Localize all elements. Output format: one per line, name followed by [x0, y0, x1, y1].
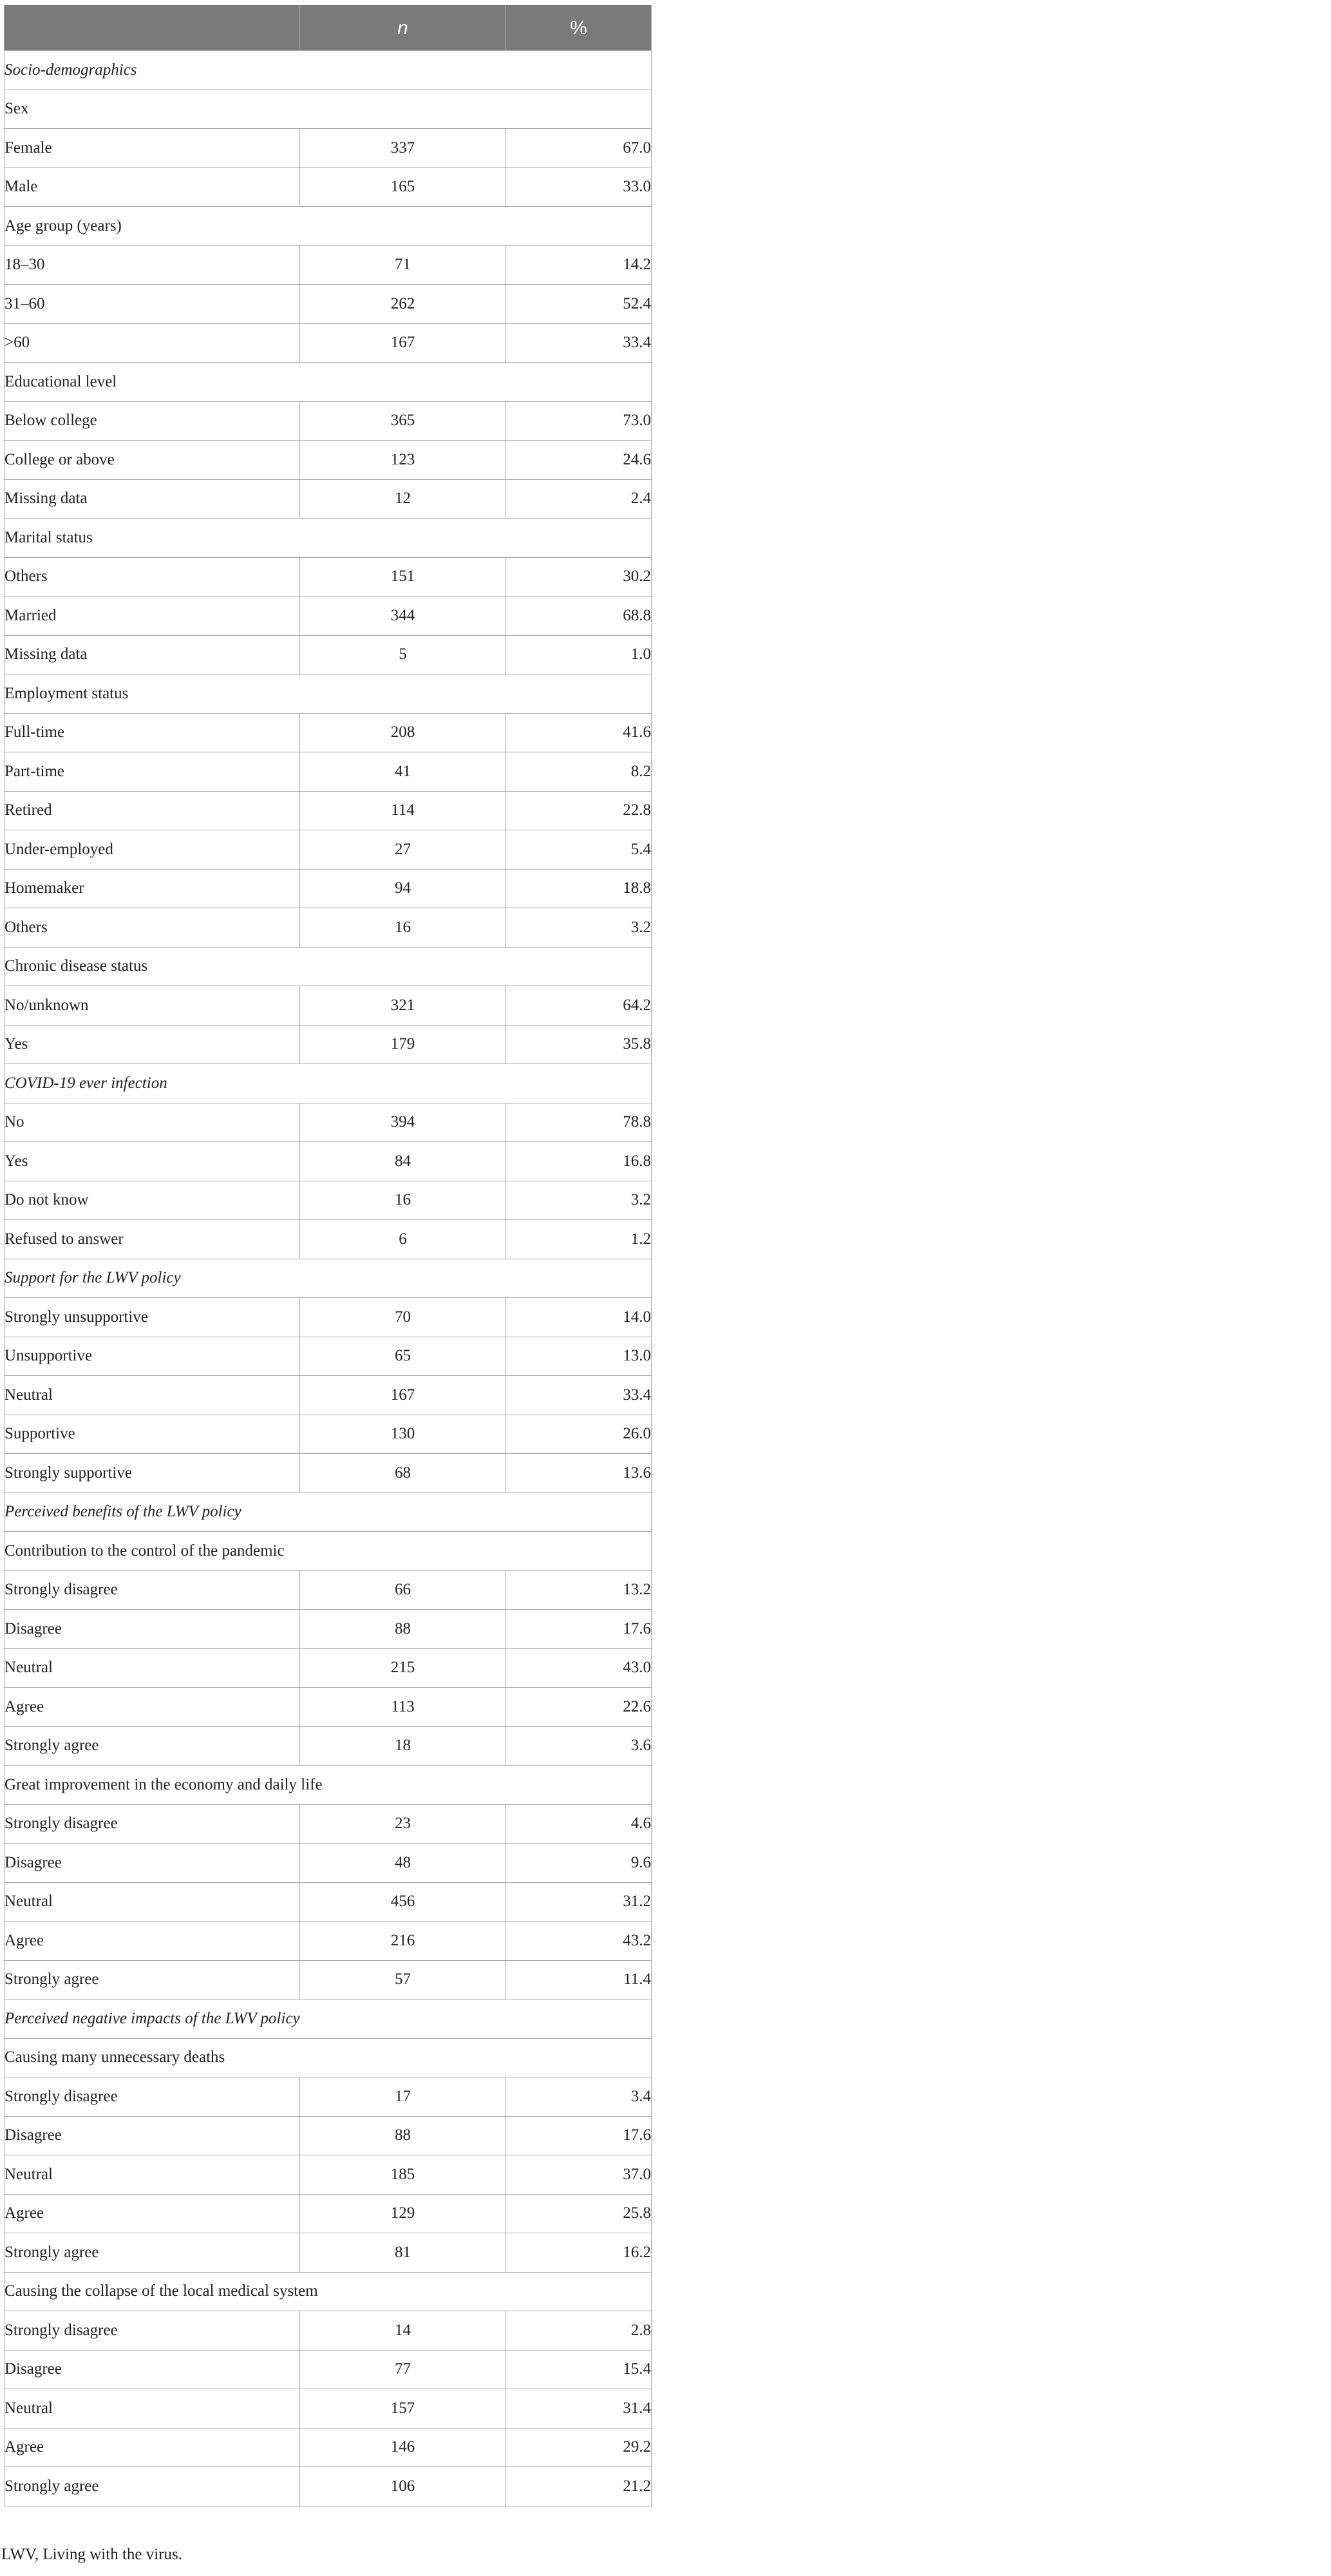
row-label: Strongly agree: [5, 2467, 300, 2506]
row-count: 208: [300, 713, 506, 752]
table-row: [5, 1181, 652, 1220]
row-count: 77: [300, 2350, 506, 2389]
row-count: 262: [300, 285, 506, 324]
row-label: Agree: [5, 2428, 300, 2467]
row-percent: 3.4: [506, 2077, 652, 2117]
table-row: [5, 2155, 652, 2195]
row-percent: 5.4: [506, 830, 652, 870]
row-count: 185: [300, 2155, 506, 2195]
row-percent: 37.0: [506, 2155, 652, 2195]
row-label: Strongly unsupportive: [5, 1298, 300, 1337]
group-row: [5, 363, 652, 402]
group-row: [5, 1766, 652, 1805]
row-percent: 33.4: [506, 323, 652, 363]
table-row: [5, 1922, 652, 1961]
group-heading: Causing many unnecessary deaths: [5, 2038, 652, 2077]
table-row: [5, 2077, 652, 2117]
table-row: [5, 2389, 652, 2428]
row-percent: 11.4: [506, 1960, 652, 1999]
group-heading: Chronic disease status: [5, 947, 652, 986]
row-label: No/unknown: [5, 986, 300, 1026]
group-heading: Great improvement in the economy and daily life: [5, 1766, 652, 1805]
section-row: [5, 1064, 652, 1103]
row-label: Strongly disagree: [5, 2311, 300, 2351]
row-percent: 2.8: [506, 2311, 652, 2351]
row-label: Unsupportive: [5, 1337, 300, 1376]
section-row: [5, 1493, 652, 1532]
row-label: Neutral: [5, 2389, 300, 2428]
row-percent: 78.8: [506, 1103, 652, 1142]
section-heading: COVID-19 ever infection: [5, 1064, 652, 1103]
row-label: Agree: [5, 1922, 300, 1961]
table-row: [5, 791, 652, 830]
group-row: [5, 519, 652, 558]
row-count: 17: [300, 2077, 506, 2117]
row-label: No: [5, 1103, 300, 1142]
row-count: 146: [300, 2428, 506, 2467]
header-percent-cell: %: [506, 6, 652, 51]
row-count: 27: [300, 830, 506, 870]
row-label: 31–60: [5, 285, 300, 324]
row-label: Strongly disagree: [5, 1570, 300, 1610]
table-row: [5, 2194, 652, 2233]
table-row: [5, 2233, 652, 2273]
row-count: 57: [300, 1960, 506, 1999]
group-heading: Sex: [5, 90, 652, 129]
row-count: 18: [300, 1726, 506, 1766]
row-count: 106: [300, 2467, 506, 2506]
table-body: [5, 51, 652, 2506]
row-label: >60: [5, 323, 300, 363]
row-percent: 33.4: [506, 1376, 652, 1415]
row-percent: 52.4: [506, 285, 652, 324]
group-row: [5, 674, 652, 714]
table-row: [5, 1570, 652, 1610]
row-label: Full-time: [5, 713, 300, 752]
group-heading: Age group (years): [5, 207, 652, 246]
section-row: [5, 51, 652, 90]
row-percent: 15.4: [506, 2350, 652, 2389]
row-percent: 16.8: [506, 1142, 652, 1181]
table-row: [5, 1960, 652, 1999]
row-count: 68: [300, 1454, 506, 1493]
group-heading: Marital status: [5, 519, 652, 558]
row-percent: 3.2: [506, 1181, 652, 1220]
row-percent: 17.6: [506, 1610, 652, 1649]
row-label: Disagree: [5, 2116, 300, 2155]
row-label: Agree: [5, 2194, 300, 2233]
table-row: [5, 908, 652, 948]
row-percent: 43.2: [506, 1922, 652, 1961]
row-count: 84: [300, 1142, 506, 1181]
row-count: 157: [300, 2389, 506, 2428]
table-row: [5, 441, 652, 480]
row-label: Male: [5, 167, 300, 207]
row-percent: 1.2: [506, 1220, 652, 1259]
row-percent: 9.6: [506, 1844, 652, 1883]
row-percent: 68.8: [506, 596, 652, 636]
row-percent: 31.4: [506, 2389, 652, 2428]
row-count: 167: [300, 323, 506, 363]
row-count: 23: [300, 1804, 506, 1844]
group-heading: Contribution to the control of the pandemic: [5, 1532, 652, 1571]
table-row: [5, 986, 652, 1026]
row-percent: 18.8: [506, 869, 652, 908]
table-row: [5, 167, 652, 207]
row-count: 70: [300, 1298, 506, 1337]
table-row: [5, 1337, 652, 1376]
table-row: [5, 713, 652, 752]
row-count: 216: [300, 1922, 506, 1961]
row-percent: 14.0: [506, 1298, 652, 1337]
row-percent: 26.0: [506, 1415, 652, 1454]
row-label: Strongly agree: [5, 1960, 300, 1999]
row-label: Below college: [5, 401, 300, 441]
row-label: Strongly supportive: [5, 1454, 300, 1493]
row-percent: 25.8: [506, 2194, 652, 2233]
row-label: Missing data: [5, 635, 300, 674]
row-percent: 67.0: [506, 129, 652, 168]
table-row: [5, 1688, 652, 1727]
header-n-cell: n: [300, 6, 506, 51]
row-count: 394: [300, 1103, 506, 1142]
table-row: [5, 1882, 652, 1922]
row-count: 6: [300, 1220, 506, 1259]
row-label: Strongly disagree: [5, 2077, 300, 2117]
table-row: [5, 1025, 652, 1064]
row-label: Neutral: [5, 1376, 300, 1415]
row-label: Do not know: [5, 1181, 300, 1220]
row-count: 113: [300, 1688, 506, 1727]
table-row: [5, 869, 652, 908]
row-count: 165: [300, 167, 506, 207]
table-row: [5, 1844, 652, 1883]
row-percent: 29.2: [506, 2428, 652, 2467]
table-row: [5, 1804, 652, 1844]
row-count: 5: [300, 635, 506, 674]
row-percent: 16.2: [506, 2233, 652, 2273]
row-label: Missing data: [5, 479, 300, 519]
row-label: Strongly disagree: [5, 1804, 300, 1844]
row-label: Retired: [5, 791, 300, 830]
row-count: 81: [300, 2233, 506, 2273]
table-row: [5, 2428, 652, 2467]
row-label: Neutral: [5, 1648, 300, 1688]
row-percent: 22.6: [506, 1688, 652, 1727]
table-row: [5, 2350, 652, 2389]
row-count: 16: [300, 1181, 506, 1220]
row-percent: 3.6: [506, 1726, 652, 1766]
section-row: [5, 1259, 652, 1298]
row-label: Neutral: [5, 1882, 300, 1922]
row-label: Strongly agree: [5, 1726, 300, 1766]
row-percent: 43.0: [506, 1648, 652, 1688]
row-label: Yes: [5, 1025, 300, 1064]
row-percent: 13.0: [506, 1337, 652, 1376]
row-percent: 2.4: [506, 479, 652, 519]
section-heading: Perceived benefits of the LWV policy: [5, 1493, 652, 1532]
table-row: [5, 2311, 652, 2351]
table-row: [5, 401, 652, 441]
table-row: [5, 1220, 652, 1259]
row-count: 123: [300, 441, 506, 480]
row-percent: 33.0: [506, 167, 652, 207]
row-percent: 64.2: [506, 986, 652, 1026]
group-row: [5, 1532, 652, 1571]
row-count: 151: [300, 557, 506, 596]
table-row: [5, 1376, 652, 1415]
row-label: Disagree: [5, 2350, 300, 2389]
group-row: [5, 207, 652, 246]
row-percent: 41.6: [506, 713, 652, 752]
row-label: Neutral: [5, 2155, 300, 2195]
row-label: Female: [5, 129, 300, 168]
row-percent: 73.0: [506, 401, 652, 441]
table-row: [5, 1142, 652, 1181]
row-percent: 22.8: [506, 791, 652, 830]
row-count: 365: [300, 401, 506, 441]
row-percent: 35.8: [506, 1025, 652, 1064]
row-count: 94: [300, 869, 506, 908]
row-label: Disagree: [5, 1844, 300, 1883]
row-percent: 14.2: [506, 245, 652, 285]
table-row: [5, 1454, 652, 1493]
row-count: 130: [300, 1415, 506, 1454]
table-row: [5, 557, 652, 596]
row-count: 14: [300, 2311, 506, 2351]
row-count: 337: [300, 129, 506, 168]
row-count: 179: [300, 1025, 506, 1064]
group-row: [5, 2272, 652, 2311]
table-row: [5, 129, 652, 168]
row-percent: 13.2: [506, 1570, 652, 1610]
row-percent: 1.0: [506, 635, 652, 674]
row-label: Under-employed: [5, 830, 300, 870]
row-percent: 4.6: [506, 1804, 652, 1844]
table-row: [5, 1415, 652, 1454]
group-row: [5, 2038, 652, 2077]
row-label: Part-time: [5, 752, 300, 792]
group-heading: Employment status: [5, 674, 652, 714]
row-count: 129: [300, 2194, 506, 2233]
row-count: 88: [300, 1610, 506, 1649]
data-table: [4, 5, 652, 2506]
section-heading: Perceived negative impacts of the LWV policy: [5, 1999, 652, 2039]
row-label: Homemaker: [5, 869, 300, 908]
table-row: [5, 1610, 652, 1649]
row-percent: 21.2: [506, 2467, 652, 2506]
header-label-cell: [5, 6, 300, 51]
section-heading: Support for the LWV policy: [5, 1259, 652, 1298]
row-percent: 8.2: [506, 752, 652, 792]
row-count: 88: [300, 2116, 506, 2155]
group-heading: Causing the collapse of the local medical system: [5, 2272, 652, 2311]
row-count: 48: [300, 1844, 506, 1883]
row-percent: 31.2: [506, 1882, 652, 1922]
row-count: 344: [300, 596, 506, 636]
table-row: [5, 2467, 652, 2506]
row-percent: 24.6: [506, 441, 652, 480]
row-label: Married: [5, 596, 300, 636]
row-percent: 30.2: [506, 557, 652, 596]
table-row: [5, 1298, 652, 1337]
table-row: [5, 1726, 652, 1766]
table-row: [5, 635, 652, 674]
row-count: 456: [300, 1882, 506, 1922]
row-label: Disagree: [5, 1610, 300, 1649]
row-label: Others: [5, 908, 300, 948]
row-count: 41: [300, 752, 506, 792]
row-count: 114: [300, 791, 506, 830]
row-count: 65: [300, 1337, 506, 1376]
row-percent: 3.2: [506, 908, 652, 948]
row-percent: 17.6: [506, 2116, 652, 2155]
table-header: [5, 6, 652, 51]
row-label: Agree: [5, 1688, 300, 1727]
table-row: [5, 245, 652, 285]
row-label: Others: [5, 557, 300, 596]
table-row: [5, 285, 652, 324]
table-row: [5, 479, 652, 519]
table-row: [5, 1103, 652, 1142]
row-label: Strongly agree: [5, 2233, 300, 2273]
table-footnote: LWV, Living with the virus.: [1, 2546, 182, 2563]
header-row: [5, 6, 652, 51]
row-count: 16: [300, 908, 506, 948]
row-count: 66: [300, 1570, 506, 1610]
row-label: Refused to answer: [5, 1220, 300, 1259]
group-row: [5, 90, 652, 129]
row-count: 321: [300, 986, 506, 1026]
row-count: 12: [300, 479, 506, 519]
table-row: [5, 1648, 652, 1688]
table-row: [5, 596, 652, 636]
table-row: [5, 323, 652, 363]
table-row: [5, 830, 652, 870]
group-row: [5, 947, 652, 986]
row-percent: 13.6: [506, 1454, 652, 1493]
row-count: 215: [300, 1648, 506, 1688]
table-row: [5, 2116, 652, 2155]
row-label: College or above: [5, 441, 300, 480]
row-label: 18–30: [5, 245, 300, 285]
row-count: 71: [300, 245, 506, 285]
group-heading: Educational level: [5, 363, 652, 402]
row-label: Yes: [5, 1142, 300, 1181]
table-row: [5, 752, 652, 792]
section-heading: Socio-demographics: [5, 51, 652, 90]
row-count: 167: [300, 1376, 506, 1415]
row-label: Supportive: [5, 1415, 300, 1454]
section-row: [5, 1999, 652, 2039]
